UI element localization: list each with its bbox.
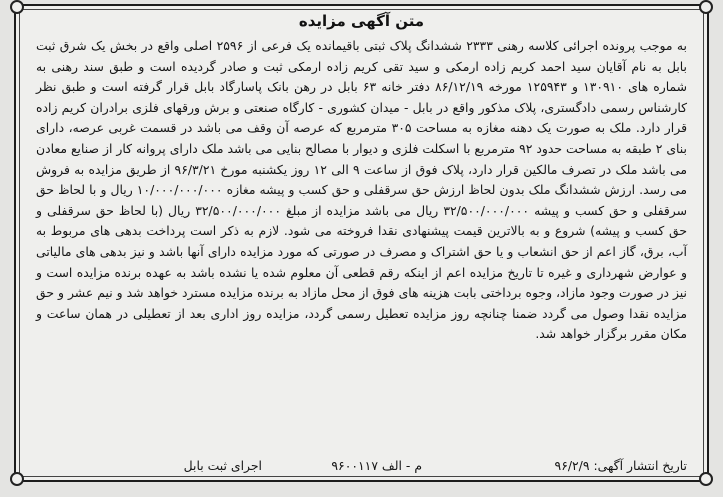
publish-date: تاریخ انتشار آگهی: ۹۶/۲/۹ xyxy=(554,458,687,473)
issuer-name: اجرای ثبت بابل xyxy=(183,458,262,473)
notice-frame xyxy=(14,4,709,482)
notice-code: م - الف ۹۶۰۰۱۱۷ xyxy=(331,458,422,473)
corner-ornament-icon xyxy=(699,472,713,486)
notice-footer xyxy=(36,458,687,478)
notice-title: متن آگهی مزایده xyxy=(298,12,425,30)
corner-ornament-icon xyxy=(10,472,24,486)
notice-body: به موجب پرونده اجرائی کلاسه رهنی ۲۳۳۳ ششدانگ پلاک ثبتی باقیمانده یک فرعی از ۲۵۹۶ اصلی واقع در بخش یک شرق ثبت بابل به نام آقایان سید احمد کریم زاده ارمکی و سید تقی کریم زاده ارمکی ثبت و صادر گردیده است و طبق سند رهنی به شماره های ۱۳۰۹۱۰ و ۱۲۵۹۴۳ مورخه ۸۶/۱۲/۱۹ دفتر خانه ۶۳ بابل در رهن بانک پاسارگاد بابل قرار گرفته است و طبق نظر کارشناس رسمی دادگستری، پلاک مذکور واقع در بابل - میدان کشوری - کارگاه صنعتی و برش ورقهای فلزی برادران کریم زاده قرار دارد. ملک به صورت یک دهنه مغازه به مساحت ۳۰۵ مترمربع که عرصه آن وقف می باشد در قسمت غربی عرصه، دارای بنای ۲ طبقه به مساحت حدود ۹۲ مترمربع با اسکلت فلزی و دیوار با مصالح بنایی می باشد ملک دارای پروانه کار از صنایع معادن می باشد ملک در تصرف مالکین قرار دارد، پلاک فوق از ساعت ۹ الی ۱۲ روز یکشنبه مورخ ۹۶/۳/۲۱ از طریق مزایده به فروش می رسد. ارزش ششدانگ ملک بدون لحاظ ارزش حق سرقفلی و حق کسب و پیشه مغازه ۱۰/۰۰۰/۰۰۰/۰۰۰ ریال و با لحاظ حق سرقفلی و حق کسب و پیشه ۳۲/۵۰۰/۰۰۰/۰۰۰ ریال می باشد مزایده از مبلغ ۳۲/۵۰۰/۰۰۰/۰۰۰ ریال (با لحاظ حق سرقفلی و حق کسب و پیشه) شروع و به بالاترین قیمت پیشنهادی نقدا فروخته می شود. لازم به ذکر است پرداخت بدهی های مربوط به آب، برق، گاز اعم از حق انشعاب و یا حق اشتراک و مصرف در صورتی که مورد مزایده دارای آنها باشد و نیز بدهی های مالیاتی و عوارض شهرداری و غیره تا تاریخ مزایده اعم از اینکه رقم قطعی آن معلوم شده یا نشده باشد به عهده برنده مزایده است و نیز در صورت وجود مازاد، وجوه برداختی بابت هزینه های فوق از محل مازاد به برنده مزایده مسترد خواهد شد و نیم عشر و حق مزایده نقدا وصول می گردد ضمنا چنانچه روز مزایده تعطیل رسمی گردد، مزایده روز اداری بعد از تعطیلی در همان ساعت و مکان مقرر برگزار خواهد شد. xyxy=(36,38,688,342)
